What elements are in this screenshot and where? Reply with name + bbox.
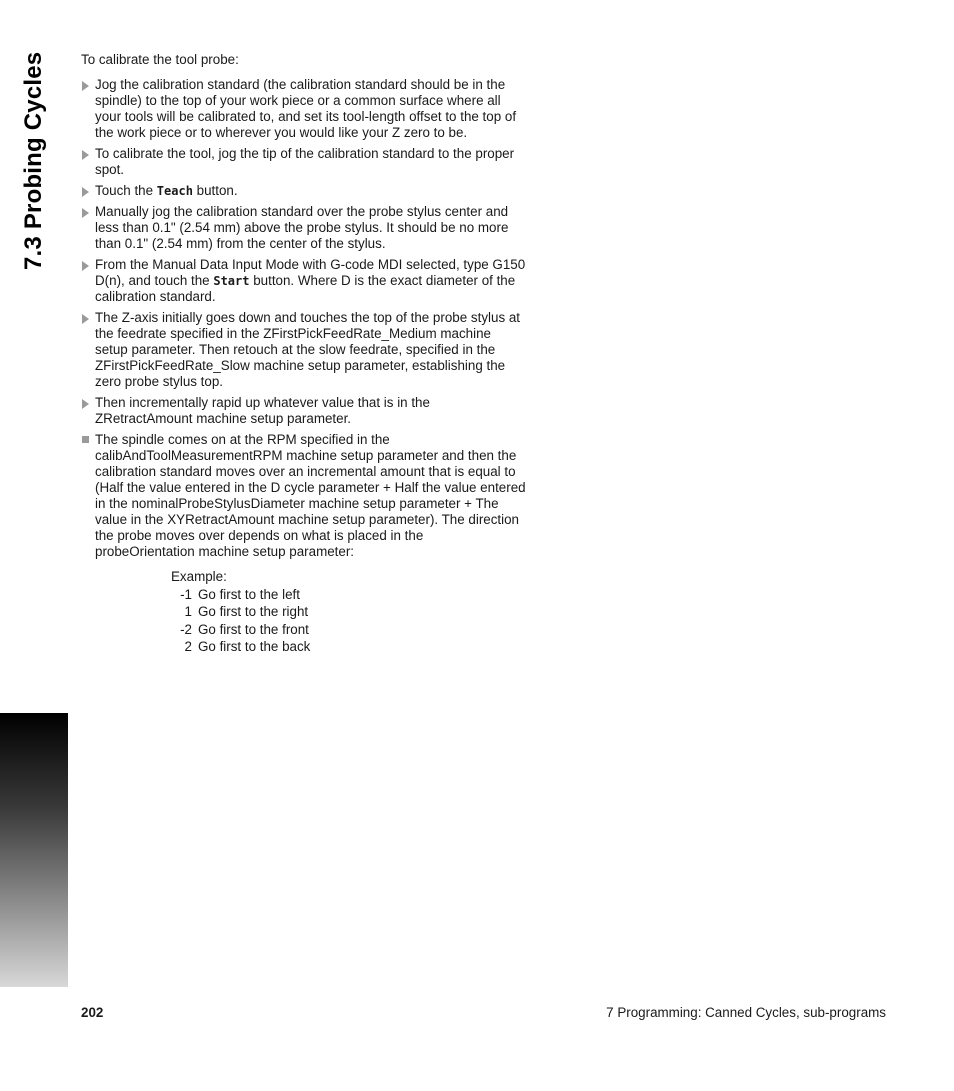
step-text: button. Where D is the exact diameter of the calibration standard. <box>95 273 516 304</box>
step-item <box>81 257 526 305</box>
step-text: Touch the <box>95 183 157 198</box>
step-item <box>81 204 526 252</box>
example-block <box>171 568 526 656</box>
step-text: button. <box>192 183 238 198</box>
example-code: -1 <box>180 586 192 602</box>
step-text: From the Manual Data Input Mode with G-code MDI selected, type G150 D(n), and touch the <box>95 257 526 288</box>
example-desc: Go first to the back <box>198 639 311 655</box>
example-code: 1 <box>184 604 192 620</box>
example-code: -2 <box>180 621 192 637</box>
example-desc: Go first to the left <box>198 586 300 602</box>
example-row <box>171 586 526 604</box>
example-code: 2 <box>184 639 192 655</box>
intro-text: To calibrate the tool probe: <box>81 52 239 67</box>
step-text: Jog the calibration standard (the calibration standard should be in the spindle) to the top of your work piece or a common surface where all your tools will be calibrated to, and set its tool-length offset to the top of the work piece or to wherever you would like your Z zero to be. <box>95 77 517 140</box>
example-desc: Go first to the front <box>198 621 309 637</box>
step-text: To calibrate the tool, jog the tip of the calibration standard to the proper spot. <box>95 146 515 177</box>
step-item <box>81 183 526 199</box>
triangle-bullet-icon <box>82 187 89 197</box>
example-row <box>171 603 526 621</box>
section-title: 7.3 Probing Cycles <box>20 51 47 270</box>
step-item <box>81 432 526 560</box>
triangle-bullet-icon <box>82 150 89 160</box>
triangle-bullet-icon <box>82 314 89 324</box>
step-item <box>81 77 526 141</box>
page-content <box>81 52 526 656</box>
chapter-footer: 7 Programming: Canned Cycles, sub-programs <box>606 1005 886 1020</box>
step-text: The Z-axis initially goes down and touches the top of the probe stylus at the feedrate specified in the ZFirstPickFeedRate_Medium machine setup parameter. Then retouch at the slow feedrate, specified in the ZFirstPickFeedRate_Slow machine setup parameter, establishing the zero probe stylus top. <box>95 310 521 389</box>
step-item <box>81 310 526 390</box>
triangle-bullet-icon <box>82 261 89 271</box>
chapter-side-tab <box>0 0 68 987</box>
example-label: Example: <box>171 569 227 584</box>
example-row <box>171 638 526 656</box>
step-item <box>81 146 526 178</box>
triangle-bullet-icon <box>82 81 89 91</box>
example-desc: Go first to the right <box>198 604 309 620</box>
teach-button-name: Teach <box>156 184 193 198</box>
start-button-name: Start <box>213 274 250 288</box>
triangle-bullet-icon <box>82 399 89 409</box>
square-bullet-icon <box>82 436 89 443</box>
step-text: Manually jog the calibration standard over the probe stylus center and less than 0.1" (2.54 mm) above the probe stylus. It should be no more than 0.1" (2.54 mm) from the center of the stylus. <box>95 204 509 251</box>
step-item <box>81 395 526 427</box>
step-text: The spindle comes on at the RPM specified in the calibAndToolMeasurementRPM machine setup parameter and then the calibration standard moves over an incremental amount that is equal to (Half the value entered in the D cycle parameter + Half the value entered in the nominalProbeStylusDiameter machine setup parameter + The value in the XYRetractAmount machine setup parameter). The direction the probe moves over depends on what is placed in the probeOrientation machine setup parameter: <box>95 432 526 559</box>
page-number: 202 <box>81 1005 104 1020</box>
triangle-bullet-icon <box>82 208 89 218</box>
thumb-index-block <box>0 713 68 987</box>
example-row <box>171 621 526 639</box>
step-text: Then incrementally rapid up whatever value that is in the ZRetractAmount machine setup parameter. <box>95 395 430 426</box>
